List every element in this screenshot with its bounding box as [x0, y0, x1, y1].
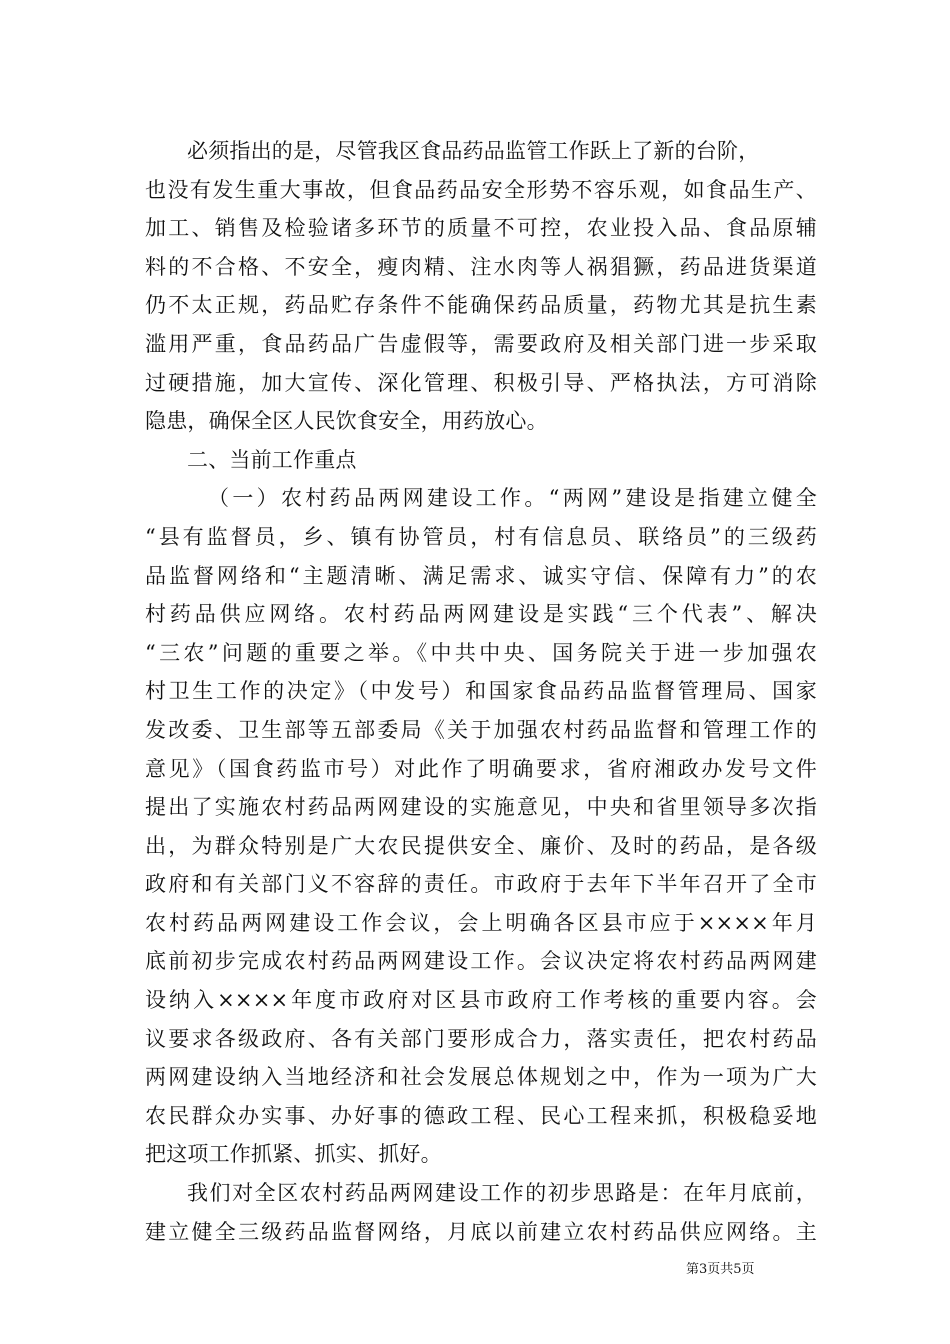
page-number: 第3页共5页	[686, 1262, 755, 1277]
text-line: 二、当前工作重点	[187, 447, 357, 472]
text-line: 建立健全三级药品监督网络，月底以前建立农村药品供应网络。主	[145, 1219, 817, 1244]
text-line: 我们对全区农村药品两网建设工作的初步思路是：在年月底前，	[187, 1181, 817, 1206]
text-line: 滥用严重，食品药品广告虚假等，需要政府及相关部门进一步采取	[145, 331, 817, 356]
text-line: 发改委、卫生部等五部委局《关于加强农村药品监督和管理工作的	[145, 717, 817, 742]
text-line: 两网建设纳入当地经济和社会发展总体规划之中，作为一项为广大	[145, 1065, 817, 1090]
text-line: 意见》（国食药监市号）对此作了明确要求，省府湘政办发号文件	[145, 756, 817, 781]
text-line: 农村药品两网建设工作会议，会上明确各区县市应于××××年月	[145, 910, 817, 935]
text-line: “三农”问题的重要之举。《中共中央、国务院关于进一步加强农	[145, 640, 817, 665]
text-line: 必须指出的是，尽管我区食品药品监管工作跃上了新的台阶，	[187, 139, 760, 163]
text-line: 底前初步完成农村药品两网建设工作。会议决定将农村药品两网建	[145, 949, 817, 974]
text-line: 加工、销售及检验诸多环节的质量不可控，农业投入品、食品原辅	[145, 216, 817, 241]
text-line: 提出了实施农村药品两网建设的实施意见，中央和省里领导多次指	[145, 795, 817, 820]
text-line: 隐患，确保全区人民饮食安全，用药放心。	[145, 409, 548, 434]
text-line: （一）农村药品两网建设工作。“两网”建设是指建立健全	[208, 486, 817, 511]
text-line: 仍不太正规，药品贮存条件不能确保药品质量，药物尤其是抗生素	[145, 293, 817, 318]
text-line: 料的不合格、不安全，瘦肉精、注水肉等人祸猖獗，药品进货渠道	[145, 254, 817, 279]
text-line: 村卫生工作的决定》（中发号）和国家食品药品监督管理局、国家	[145, 679, 817, 704]
text-line: 议要求各级政府、各有关部门要形成合力，落实责任，把农村药品	[145, 1026, 817, 1051]
text-line: 村药品供应网络。农村药品两网建设是实践“三个代表”、解决	[145, 602, 817, 627]
text-line: 设纳入××××年度市政府对区县市政府工作考核的重要内容。会	[145, 988, 817, 1013]
text-line: 也没有发生重大事故，但食品药品安全形势不容乐观，如食品生产、	[145, 177, 817, 202]
text-line: 出，为群众特别是广大农民提供安全、廉价、及时的药品，是各级	[145, 833, 817, 858]
text-line: 政府和有关部门义不容辞的责任。市政府于去年下半年召开了全市	[145, 872, 817, 897]
text-line: 过硬措施，加大宣传、深化管理、积极引导、严格执法，方可消除	[145, 370, 817, 395]
text-line: 把这项工作抓紧、抓实、抓好。	[145, 1142, 442, 1167]
text-line: “县有监督员，乡、镇有协管员，村有信息员、联络员”的三级药	[145, 524, 817, 549]
body-text	[145, 132, 817, 1251]
text-line: 品监督网络和“主题清晰、满足需求、诚实守信、保障有力”的农	[145, 563, 817, 588]
text-line: 农民群众办实事、办好事的德政工程、民心工程来抓，积极稳妥地	[145, 1103, 817, 1128]
